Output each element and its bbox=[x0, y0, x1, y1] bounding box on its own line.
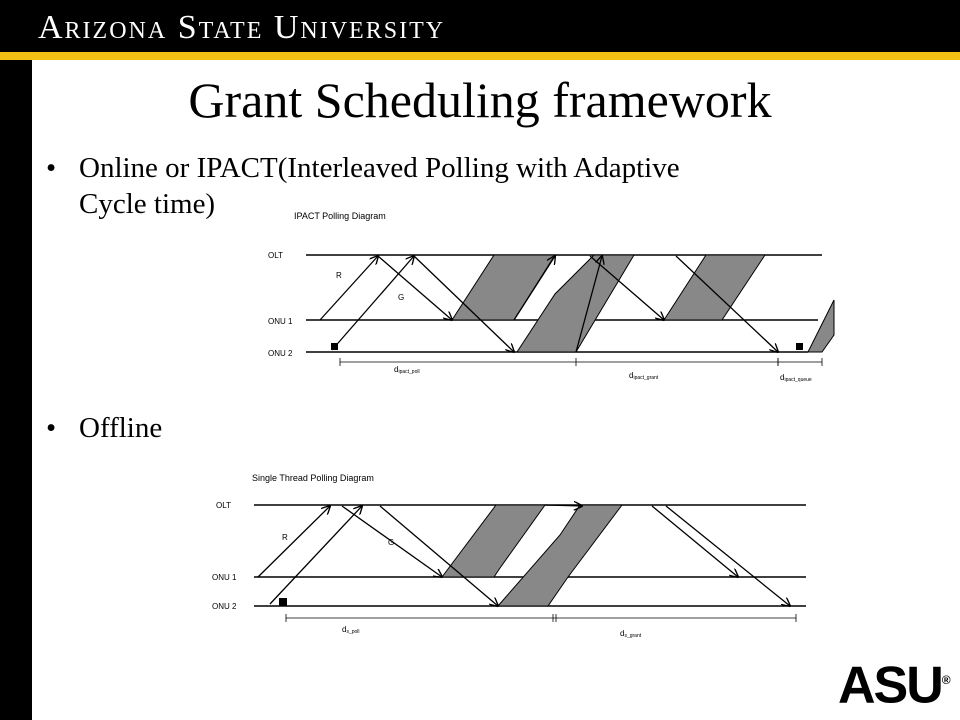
bullet-text-line2: Cycle time) bbox=[79, 188, 216, 220]
university-wordmark: Arizona State University bbox=[38, 9, 446, 46]
span-label-grant: dipact_grant bbox=[629, 371, 659, 381]
span-label-grant: ds_grant bbox=[620, 629, 642, 639]
row-label-onu2: ONU 2 bbox=[268, 349, 293, 358]
row-label-olt: OLT bbox=[268, 251, 283, 260]
slide-title: Grant Scheduling framework bbox=[188, 72, 772, 128]
arrow-label-r: R bbox=[336, 271, 342, 280]
grant-arrow bbox=[652, 506, 738, 577]
arrow-label-g: G bbox=[398, 293, 405, 302]
span-label-poll: ds_poll bbox=[342, 625, 360, 635]
row-label-onu1: ONU 1 bbox=[212, 573, 237, 582]
arrow-label-g: G bbox=[388, 538, 395, 547]
asu-logo: ASU® bbox=[838, 656, 949, 715]
bullet-dot: • bbox=[46, 412, 57, 444]
row-label-olt: OLT bbox=[216, 501, 231, 510]
arrow-label-r: R bbox=[282, 533, 288, 542]
queue-marker bbox=[279, 598, 287, 606]
row-label-onu2: ONU 2 bbox=[212, 602, 237, 611]
span-label-poll: dipact_poll bbox=[394, 365, 420, 375]
diagram-title: Single Thread Polling Diagram bbox=[252, 473, 374, 483]
bullet-dot: • bbox=[46, 152, 57, 184]
span-label-queue: dipact_queue bbox=[780, 373, 812, 383]
grant-blocks bbox=[442, 505, 622, 606]
request-arrow bbox=[258, 506, 330, 577]
grant-arrow bbox=[666, 506, 790, 606]
bullet-text: Offline bbox=[79, 412, 163, 444]
row-label-onu1: ONU 1 bbox=[268, 317, 293, 326]
bullet-text-line1: Online or IPACT(Interleaved Polling with Adaptive bbox=[79, 152, 680, 184]
diagram-title: IPACT Polling Diagram bbox=[294, 211, 386, 221]
